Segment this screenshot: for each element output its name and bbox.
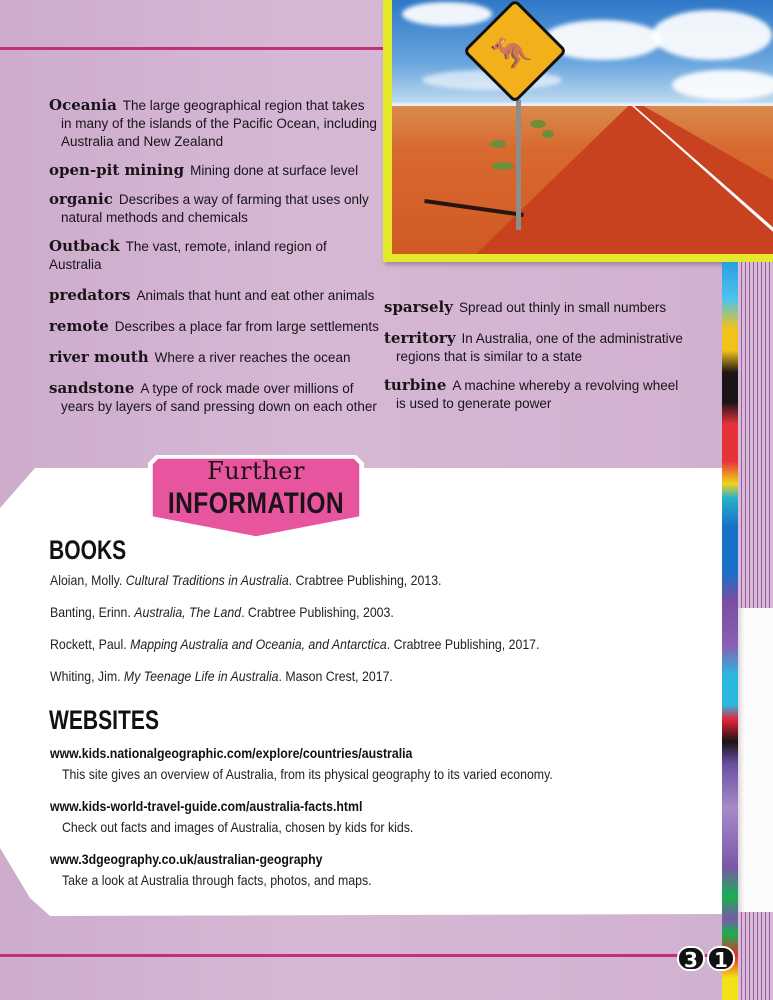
glossary-term: Outback — [49, 237, 120, 255]
book-title: Australia, The Land — [134, 604, 242, 620]
glossary-item — [49, 348, 379, 367]
outback-photo — [383, 0, 773, 262]
glossary-left — [49, 96, 379, 426]
badge-title-information: INFORMATION — [167, 487, 345, 520]
glossary-term: sparsely — [384, 298, 453, 316]
glossary-definition: Australia and New Zealand — [61, 134, 224, 149]
glossary-term: open-pit mining — [49, 161, 185, 179]
glossary-term: predators — [49, 286, 131, 304]
glossary-term: river mouth — [49, 348, 149, 366]
glossary-definition: years by layers of sand pressing down on each other — [61, 399, 377, 414]
glossary-item — [49, 237, 379, 274]
glossary-definition: regions that is similar to a state — [396, 349, 583, 364]
glossary-right — [384, 298, 714, 423]
book-author: Rockett, Paul. — [50, 636, 127, 652]
page-number-digit: 3 — [677, 946, 705, 971]
glossary-item — [49, 379, 379, 416]
bottom-rule — [0, 954, 773, 957]
glossary-definition: In Australia, one of the administrative — [461, 331, 683, 346]
book-item — [50, 572, 441, 588]
glossary-item — [384, 329, 714, 366]
books-heading: BOOKS — [49, 535, 127, 565]
website-description: This site gives an overview of Australia, from its physical geography to its varied economy. — [62, 766, 553, 782]
glossary-definition: The large geographical region that takes — [122, 98, 365, 113]
page-number — [677, 946, 735, 971]
glossary-term: Oceania — [49, 96, 117, 114]
edge-stripes-top — [738, 262, 773, 608]
book-publisher: . Crabtree Publishing, 2013. — [288, 572, 442, 588]
glossary-definition: A machine whereby a revolving wheel — [452, 378, 679, 393]
badge-title-further: Further — [207, 457, 305, 485]
book-publisher: . Crabtree Publishing, 2017. — [386, 636, 540, 652]
glossary-definition: Describes a way of farming that uses only — [118, 192, 369, 207]
glossary-definition: Where a river reaches the ocean — [154, 350, 351, 365]
glossary-term: turbine — [384, 376, 447, 394]
glossary-definition: is used to generate power — [396, 396, 552, 411]
book-item — [50, 604, 394, 620]
glossary-definition: Describes a place far from large settlements — [114, 319, 379, 334]
book-publisher: . Crabtree Publishing, 2003. — [241, 604, 394, 620]
glossary-definition: Animals that hunt and eat other animals — [136, 288, 375, 303]
book-author: Whiting, Jim. — [50, 668, 121, 684]
edge-stripes-bottom — [738, 912, 773, 1000]
website-description: Take a look at Australia through facts, photos, and maps. — [62, 872, 372, 888]
glossary-definition: The vast, remote, inland region of Australia — [49, 239, 327, 272]
colorful-edge-stripe — [722, 262, 738, 1000]
glossary-item — [49, 96, 379, 151]
book-item — [50, 668, 393, 684]
book-title: Mapping Australia and Oceania, and Antarctica — [130, 636, 387, 652]
glossary-item — [49, 317, 379, 336]
glossary-item — [384, 298, 714, 317]
websites-heading: WEBSITES — [49, 705, 159, 735]
glossary-term: remote — [49, 317, 109, 335]
glossary-definition: Mining done at surface level — [190, 163, 359, 178]
glossary-item — [384, 376, 714, 413]
book-item — [50, 636, 539, 652]
glossary-item — [49, 161, 379, 180]
glossary-definition: A type of rock made over millions of — [140, 381, 354, 396]
top-rule — [0, 47, 383, 50]
website-link[interactable]: www.kids.nationalgeographic.com/explore/countries/australia — [50, 745, 413, 761]
glossary-term: organic — [49, 190, 113, 208]
glossary-term: territory — [384, 329, 456, 347]
website-link[interactable]: www.3dgeography.co.uk/australian-geography — [50, 851, 323, 867]
glossary-item — [49, 286, 379, 305]
glossary-definition: Spread out thinly in small numbers — [458, 300, 667, 315]
glossary-item — [49, 190, 379, 227]
book-author: Banting, Erinn. — [50, 604, 131, 620]
glossary-definition: in many of the islands of the Pacific Ocean, including — [61, 116, 377, 131]
glossary-term: sandstone — [49, 379, 135, 397]
website-description: Check out facts and images of Australia, chosen by kids for kids. — [62, 819, 414, 835]
book-title: My Teenage Life in Australia — [123, 668, 279, 684]
edge-white-panel — [738, 608, 773, 912]
page-number-digit: 1 — [707, 946, 735, 971]
further-information-badge — [146, 449, 366, 545]
glossary-definition: natural methods and chemicals — [61, 210, 248, 225]
book-title: Cultural Traditions in Australia — [125, 572, 289, 588]
book-author: Aloian, Molly. — [50, 572, 123, 588]
book-publisher: . Mason Crest, 2017. — [278, 668, 393, 684]
kangaroo-icon: 🦘 — [490, 35, 533, 73]
website-link[interactable]: www.kids-world-travel-guide.com/australia-facts.html — [50, 798, 363, 814]
